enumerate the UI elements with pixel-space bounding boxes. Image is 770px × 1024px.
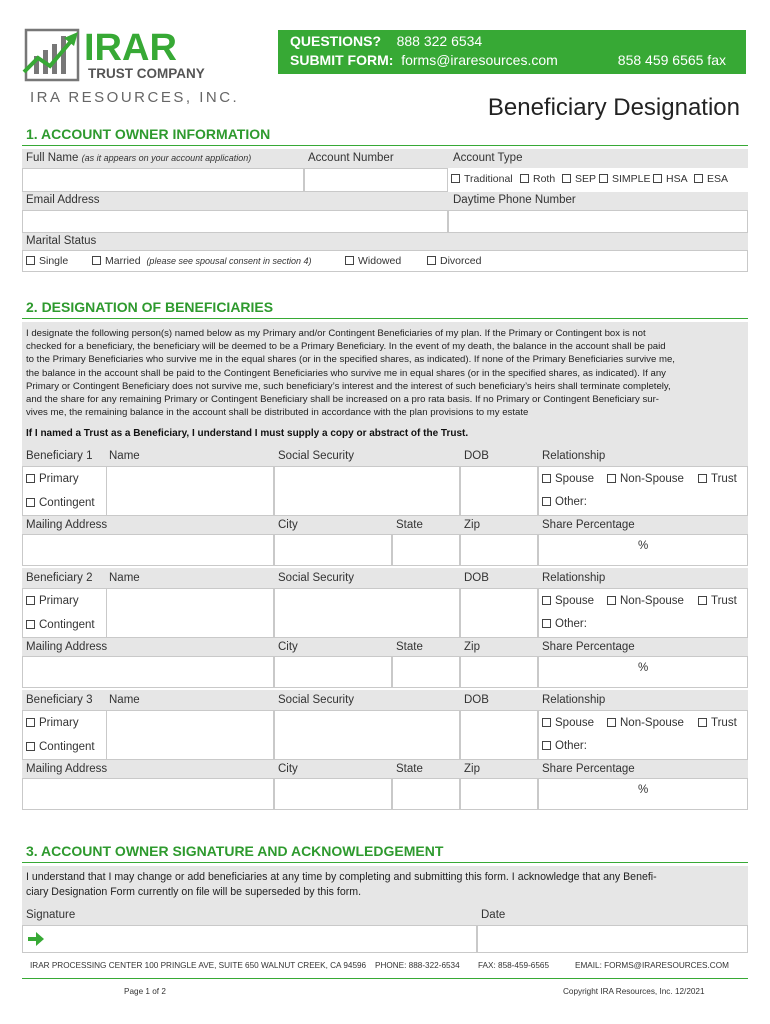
zip-label: Zip (464, 641, 480, 653)
share-percentage-label: Share Percentage (542, 519, 635, 531)
name-label: Name (109, 450, 140, 462)
footer-rule (22, 978, 748, 979)
daytime-phone-field[interactable] (448, 210, 748, 233)
email-field[interactable] (22, 210, 448, 233)
relationship-label: Relationship (542, 572, 606, 584)
section1-title: 1. ACCOUNT OWNER INFORMATION (26, 126, 271, 142)
address-header-bg (22, 516, 748, 534)
zip-field[interactable] (460, 656, 538, 688)
other-checkbox[interactable]: Other: (542, 496, 587, 508)
state-field[interactable] (392, 656, 460, 688)
signature-field[interactable] (22, 925, 477, 953)
share-percentage-label: Share Percentage (542, 763, 635, 775)
designation-paragraph: I designate the following person(s) named below as my Primary and/or Contingent Beneficiaries of my plan. If the Primary or Contingent box is not checked for a beneficiary, the beneficiary will be deemed to be a Primary Beneficiary. In the event of my death, the balance in the account shall be paid to the Primary Beneficiaries who survive me in the equal shares (or in the specified shares, as indicated). If none of the Primary Beneficiaries survive me, the balance in the account shall be paid to the Contingent Beneficiaries who survive me in equal shares (or in the specified shares, as indicated). If any Primary or Contingent Beneficiary does not survive me, such beneficiary’s interest and the interest of such beneficiary’s heirs shall terminate completely, and the share for any remaining Primary or Contingent Beneficiary shall be increased on a pro rata basis. If no Primary or Contingent Beneficiary sur- vives me, the remaining balance in the account shall be distributed in accordance with the plan provisions to my estate (26, 328, 675, 419)
submit-label: SUBMIT FORM: (290, 52, 394, 68)
contact-email[interactable]: forms@iraresources.com (401, 52, 558, 68)
dob-label: DOB (464, 450, 489, 462)
date-field[interactable] (477, 925, 748, 953)
beneficiary-label: Beneficiary 2 (26, 572, 93, 584)
trust-checkbox[interactable]: Trust (698, 595, 737, 607)
zip-field[interactable] (460, 778, 538, 810)
primary-checkbox[interactable]: Primary (26, 595, 79, 607)
section2-rule (22, 318, 748, 319)
contingent-checkbox[interactable]: Contingent (26, 741, 95, 753)
logo-sub-text: TRUST COMPANY (88, 66, 205, 81)
type-hsa[interactable]: HSA (653, 173, 688, 185)
section3-title: 3. ACCOUNT OWNER SIGNATURE AND ACKNOWLEDGEMENT (26, 843, 444, 859)
account-type-group (448, 168, 748, 192)
mailing-address-label: Mailing Address (26, 763, 108, 775)
other-checkbox[interactable]: Other: (542, 618, 587, 630)
non-spouse-checkbox[interactable]: Non-Spouse (607, 717, 684, 729)
address-header-bg (22, 638, 748, 656)
trust-checkbox[interactable]: Trust (698, 717, 737, 729)
city-field[interactable] (274, 534, 392, 566)
contact-phone[interactable]: 888 322 6534 (396, 33, 483, 49)
account-number-field[interactable] (304, 168, 448, 192)
marital-status-label: Marital Status (26, 235, 97, 247)
mailing-address-field[interactable] (22, 534, 274, 566)
type-roth[interactable]: Roth (520, 173, 555, 185)
form-header (0, 0, 770, 130)
spouse-checkbox[interactable]: Spouse (542, 717, 594, 729)
ssn-label: Social Security (278, 694, 355, 706)
ack-paragraph: I understand that I may change or add beneficiaries at any time by completing and submitting this form. I acknowledge that any Benefi- ciary Designation Form currently on file will be superseded by this form. (26, 871, 657, 898)
full-name-field[interactable] (22, 168, 304, 192)
beneficiary-dob-field[interactable] (460, 588, 538, 638)
company-tagline: IRA RESOURCES, INC. (30, 89, 240, 106)
percent-sign: % (638, 662, 649, 674)
name-label: Name (109, 572, 140, 584)
beneficiary-dob-field[interactable] (460, 466, 538, 516)
section3-rule (22, 862, 748, 863)
marital-divorced[interactable]: Divorced (427, 255, 481, 267)
primary-checkbox[interactable]: Primary (26, 717, 79, 729)
other-checkbox[interactable]: Other: (542, 740, 587, 752)
city-field[interactable] (274, 778, 392, 810)
contact-fax: 858 459 6565 fax (617, 52, 726, 68)
beneficiary-ssn-field[interactable] (274, 588, 460, 638)
city-field[interactable] (274, 656, 392, 688)
trust-note: If I named a Trust as a Beneficiary, I understand I must supply a copy or abstract of the Trust. (26, 428, 469, 439)
mailing-address-label: Mailing Address (26, 641, 108, 653)
email-label: Email Address (26, 194, 100, 206)
footer-fax: FAX: 858-459-6565 (478, 961, 550, 970)
city-label: City (278, 641, 298, 653)
date-label: Date (481, 909, 506, 921)
form-title: Beneficiary Designation (487, 94, 740, 121)
footer-email: EMAIL: FORMS@IRARESOURCES.COM (575, 961, 729, 970)
primary-checkbox[interactable]: Primary (26, 473, 79, 485)
beneficiary-name-field[interactable] (106, 710, 274, 760)
account-type-label: Account Type (453, 152, 523, 164)
s1-row2-bg (22, 192, 748, 210)
logo-main-text: IRAR (84, 27, 177, 69)
marital-single[interactable]: Single (26, 255, 68, 267)
marital-married[interactable]: Married (please see spousal consent in section 4) (92, 255, 312, 267)
beneficiary-ssn-field[interactable] (274, 466, 460, 516)
copyright: Copyright IRA Resources, Inc. 12/2021 (563, 987, 705, 996)
non-spouse-checkbox[interactable]: Non-Spouse (607, 595, 684, 607)
zip-field[interactable] (460, 534, 538, 566)
contingent-checkbox[interactable]: Contingent (26, 619, 95, 631)
footer-phone: PHONE: 888-322-6534 (375, 961, 460, 970)
mailing-address-label: Mailing Address (26, 519, 108, 531)
marital-widowed[interactable]: Widowed (345, 255, 401, 267)
trust-checkbox[interactable]: Trust (698, 473, 737, 485)
mailing-address-field[interactable] (22, 778, 274, 810)
signature-label: Signature (26, 909, 76, 921)
state-label: State (396, 519, 423, 531)
beneficiary-dob-field[interactable] (460, 710, 538, 760)
percent-sign: % (638, 784, 649, 796)
contact-band (278, 30, 746, 74)
non-spouse-checkbox[interactable]: Non-Spouse (607, 473, 684, 485)
section1-rule (22, 145, 748, 146)
city-label: City (278, 763, 298, 775)
arrow-right-icon (27, 931, 45, 952)
state-label: State (396, 763, 423, 775)
spouse-checkbox[interactable]: Spouse (542, 473, 594, 485)
zip-label: Zip (464, 519, 480, 531)
footer-address: IRAR PROCESSING CENTER 100 PRINGLE AVE, SUITE 650 WALNUT CREEK, CA 94596 (30, 961, 367, 970)
type-simple[interactable]: SIMPLE (599, 173, 651, 185)
type-sep[interactable]: SEP (562, 173, 596, 185)
type-traditional[interactable]: Traditional (451, 173, 513, 185)
daytime-phone-label: Daytime Phone Number (453, 194, 576, 206)
irar-logo (22, 26, 222, 96)
beneficiary-ssn-field[interactable] (274, 710, 460, 760)
dob-label: DOB (464, 694, 489, 706)
contingent-checkbox[interactable]: Contingent (26, 497, 95, 509)
questions-label: QUESTIONS? (290, 33, 382, 49)
dob-label: DOB (464, 572, 489, 584)
spouse-checkbox[interactable]: Spouse (542, 595, 594, 607)
section2-title: 2. DESIGNATION OF BENEFICIARIES (26, 299, 274, 315)
beneficiary-name-field[interactable] (106, 588, 274, 638)
city-label: City (278, 519, 298, 531)
state-field[interactable] (392, 534, 460, 566)
account-number-label: Account Number (308, 152, 394, 164)
ssn-label: Social Security (278, 572, 355, 584)
relationship-label: Relationship (542, 694, 606, 706)
s1-row3-bg (22, 233, 748, 250)
zip-label: Zip (464, 763, 480, 775)
address-header-bg (22, 760, 748, 778)
type-esa[interactable]: ESA (694, 173, 728, 185)
state-field[interactable] (392, 778, 460, 810)
mailing-address-field[interactable] (22, 656, 274, 688)
state-label: State (396, 641, 423, 653)
sig-label-bg (22, 906, 748, 925)
beneficiary-label: Beneficiary 1 (26, 450, 93, 462)
share-percentage-label: Share Percentage (542, 641, 635, 653)
relationship-label: Relationship (542, 450, 606, 462)
beneficiary-label: Beneficiary 3 (26, 694, 93, 706)
page-number: Page 1 of 2 (124, 987, 166, 996)
percent-sign: % (638, 540, 649, 552)
name-label: Name (109, 694, 140, 706)
ssn-label: Social Security (278, 450, 355, 462)
beneficiary-name-field[interactable] (106, 466, 274, 516)
full-name-label: Full Name (as it appears on your account application) (26, 152, 252, 164)
